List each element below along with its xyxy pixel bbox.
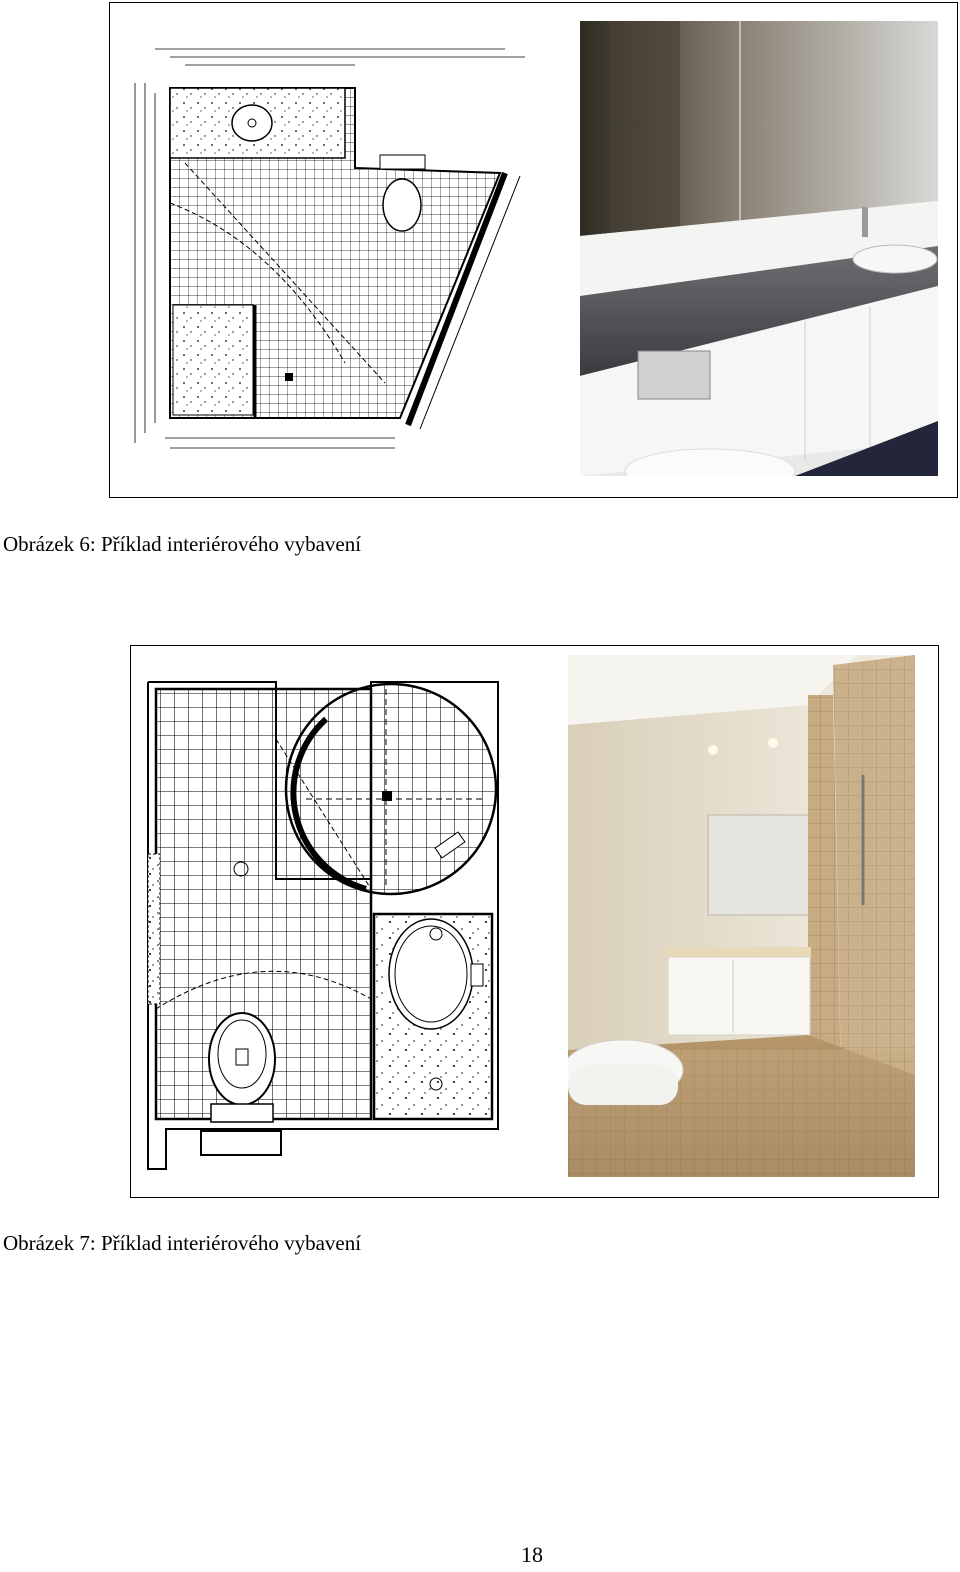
floor-plan-drawing-2 [146,679,501,1174]
figure-7-frame [130,645,939,1198]
figure-7-caption: Obrázek 7: Příklad interiérového vybavení [3,1231,362,1255]
figure-6-frame [109,2,958,498]
bathroom-photo-2 [568,655,915,1177]
bathroom-photo-1 [580,21,938,476]
page-number: 18 [521,1542,543,1567]
figure-6-caption: Obrázek 6: Příklad interiérového vybavení [3,532,362,556]
floor-plan-drawing-1 [125,43,545,463]
